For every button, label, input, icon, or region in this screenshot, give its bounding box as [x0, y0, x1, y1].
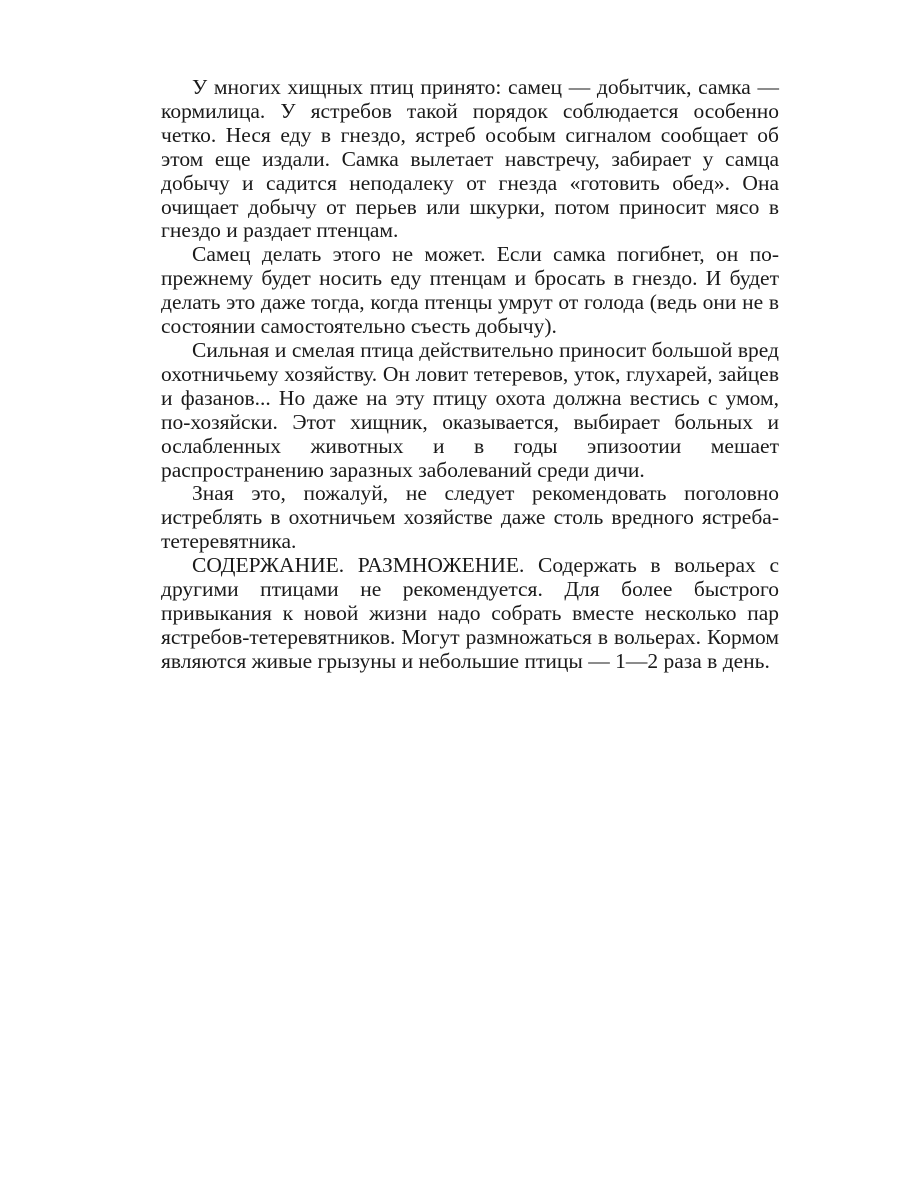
paragraph-keeping-breeding: СОДЕРЖАНИЕ. РАЗМНОЖЕНИЕ. Содержать в вольерах с другими птицами не рекомендуется. Для более быстрого привыкания к новой жизни надо собрать вместе несколько пар ястребов-тетеревятников. Могут размножаться в вольерах. Кормом являются живые грызуны и небольшие птицы — 1—2 раза в день. [161, 553, 779, 673]
paragraph-harm-and-benefit: Сильная и смелая птица действительно приносит большой вред охотничьему хозяйству. Он ловит тетеревов, уток, глухарей, зайцев и фазанов... Но даже на эту птицу охота должна вестись с умом, по-хозяйски. Этот хищник, оказывается, выбирает больных и ослабленных животных и в годы эпизоотии мешает распространению заразных заболеваний среди дичи. [161, 337, 779, 482]
paragraph-recommendation: Зная это, пожалуй, не следует рекомендовать поголовно истреблять в охотничьем хозяйстве даже столь вредного ястреба-тетеревятника. [161, 481, 779, 554]
paragraph-male-behavior: Самец делать этого не может. Если самка погибнет, он по-прежнему будет носить еду птенцам и бросать в гнездо. И будет делать это даже тогда, когда птенцы умрут от голода (ведь они не в состоянии самостоятельно съесть добычу). [161, 242, 779, 339]
body-text [161, 76, 779, 674]
paragraph-division-of-labor: У многих хищных птиц принято: самец — добытчик, самка — кормилица. У ястребов такой порядок соблюдается особенно четко. Неся еду в гнездо, ястреб особым сигналом сообщает об этом еще издали. Самка вылетает навстречу, забирает у самца добычу и садится неподалеку от гнезда «готовить обед». Она очищает добычу от перьев или шкурки, потом приносит мясо в гнездо и раздает птенцам. [161, 75, 779, 243]
